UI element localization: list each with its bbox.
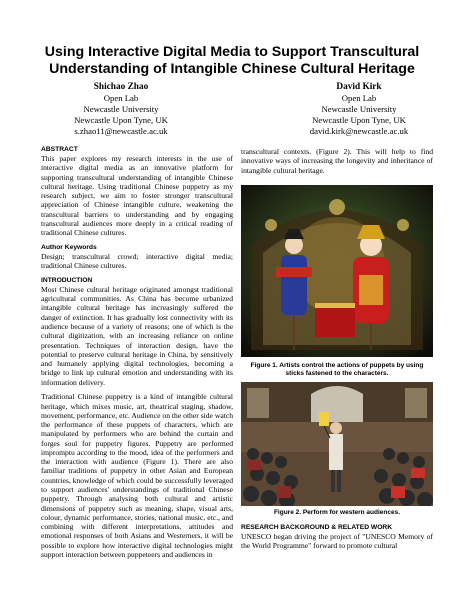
figure-2-image xyxy=(241,382,433,506)
right-column-top xyxy=(241,147,433,180)
figure-2-caption: Figure 2. Perform for western audiences. xyxy=(273,509,401,516)
right-column-text: transcultural contexts. (Figure 2). This will help to find innovative ways of increasing the longevity and inheritance of intangible cultural heritage. xyxy=(241,147,433,175)
related-work-heading: RESEARCH BACKGROUND & RELATED WORK xyxy=(241,524,393,531)
author-email: s.zhao11@newcastle.ac.uk xyxy=(74,126,168,136)
paper-title: Using Interactive Digital Media to Support Transcultural Understanding of Intangible Chinese Cultural Heritage xyxy=(44,44,420,78)
author-city: Newcastle Upon Tyne, UK xyxy=(312,115,406,125)
author-name: Shichao Zhao xyxy=(93,82,149,92)
author-block-2 xyxy=(279,82,439,137)
author-dept: Open Lab xyxy=(103,93,139,103)
keywords-text: Design; transcultural crowd; interactive digital media; traditional Chinese cultures. xyxy=(41,251,233,271)
author-email: david.kirk@newcastle.ac.uk xyxy=(309,126,409,136)
author-name: David Kirk xyxy=(336,82,382,92)
right-column-bottom xyxy=(241,521,433,556)
intro-paragraph-2: Traditional Chinese puppetry is a kind of intangible cultural heritage, which mixes music, art, theatrical staging, shadow, movement, performance, etc. Audience on the other side watch the performance of these puppets of characters, which are manipulated by performers who are behind the curtain and forges soul for puppetry figures. Puppetry are performed impromptu according to the mood, idea of the performers and the interaction with audience (Figure 1). There are also familiar traditions of puppetry in other Asian and European countries, knowledge of which could be successfully leveraged to support audiences' understandings of traditional Chinese puppetry. Through analysing both cultural and artistic dimensions of puppetry such as meaning, shape, visual arts, colour, dynamic performance, stories, national music, etc., and combining with different interpretations, attitudes and emotional responses of both Asians and Westerners, it will be possible to explore how interactive digital technologies might support interaction between puppeteers and audiences in xyxy=(41,392,233,559)
abstract-heading: ABSTRACT xyxy=(41,146,78,153)
left-column xyxy=(41,143,233,565)
abstract-text: This paper explores my research interests in the use of interactive digital media as an innovative platform for supporting transcultural understanding of intangible Chinese cultural heritage. Using traditional Chinese puppetry as my research subject, we aim to foster stronger transcultural appreciation of Chinese intangible culture, weakening the transcultural barriers to understanding and by engaging transcultural audiences more deeply in a critical reading of traditional Chinese cultures. xyxy=(41,154,233,238)
figure-1-image xyxy=(241,185,433,357)
intro-heading: INTRODUCTION xyxy=(41,276,93,284)
author-city: Newcastle Upon Tyne, UK xyxy=(74,115,168,125)
author-university: Newcastle University xyxy=(321,104,397,114)
keywords-heading: Author Keywords xyxy=(41,243,97,251)
author-dept: Open Lab xyxy=(341,93,377,103)
intro-paragraph-1: Most Chinese cultural heritage originated amongst traditional agricultural communities. As China has become urbanized intangible cultural heritage has increasingly suffered the danger of extinction. It has gradually lost connectivity with its audience because of a variety of reasons; one of which is the cultural digitization, with an increasing reliance on online presentation. Techniques of interaction design, have the potential to preserve cultural heritage in China, by sensitively and humanely applying digital technologies, becoming a bridge to link up cultural emotion and understanding with its information delivery. xyxy=(41,284,233,387)
author-block-1 xyxy=(41,82,201,137)
related-work-text: UNESCO began driving the project of "UNESCO Memory of the World Programme" forward to promote cultural xyxy=(241,532,433,551)
figure-1-caption: Figure 1. Artists control the actions of puppets by using sticks fastened to the characters. xyxy=(250,362,424,378)
author-university: Newcastle University xyxy=(83,104,159,114)
